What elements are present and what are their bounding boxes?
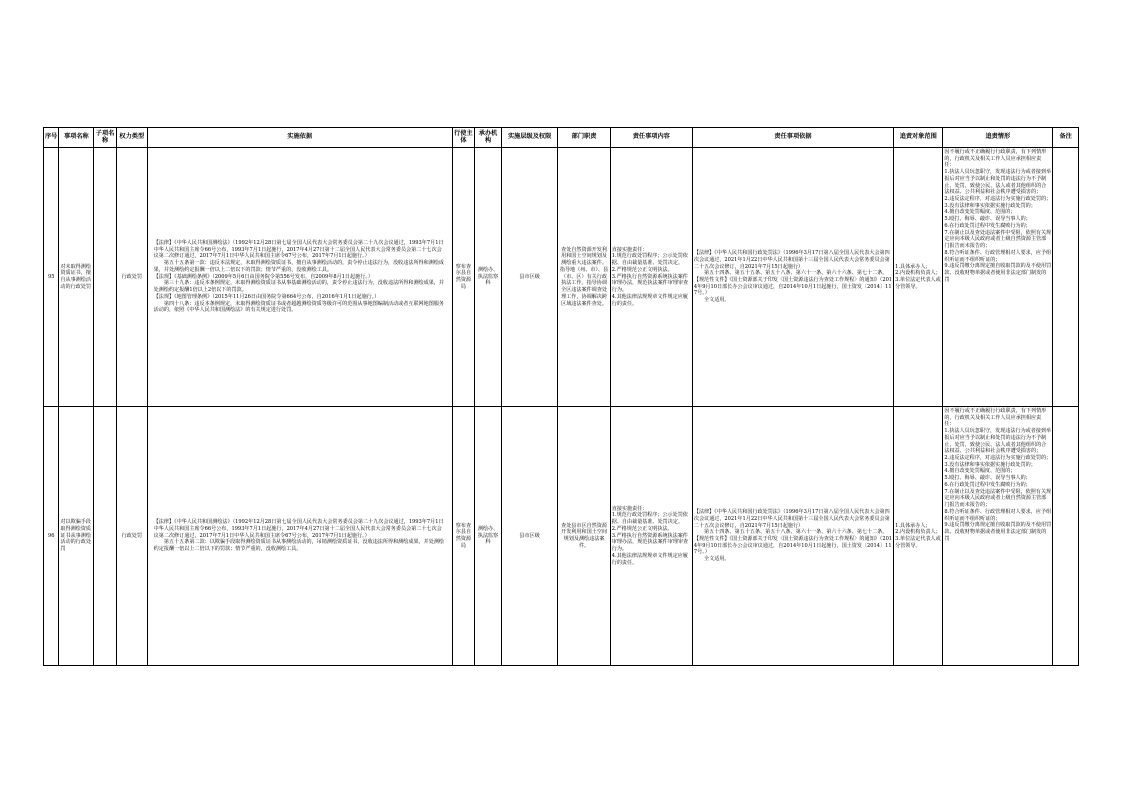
header-level: 实施层级及权限 [501,128,557,148]
cell-no: 95 [44,148,59,407]
cell-content: 直接实施责任： 1.规范行政处罚程序；公示处罚依据、自由裁量基准、处罚决定。 2.严格规范公正文明执法。 3.严格执行自然资源系统执法案件审理办法，规范执法案件审理审查行为。 4.其他法律法规规章文件规定应履行的责任。 [610,407,692,666]
cell-scope: 1.具体承办人； 2.内设机构负责人； 3.单位法定代表人或分管领导。 [894,148,943,407]
header-basis: 实施依据 [147,128,452,148]
cell-level: 县市区级 [501,148,557,407]
cell-remark [1053,407,1079,666]
cell-sub [94,148,117,407]
cell-resp-basis: 【法律】《中华人民共和国行政处罚法》（1996年3月17日第八届全国人民代表大会第四次会议通过，2021年1月22日中华人民共和国第十三届全国人民代表大会常务委员会第二十五次会议修订，自2021年7月15日起施行） 第五十四条、第五十五条、第五十八条、第六十一条、第六十六条、第七十二条。 【规范性文件】《国土资源部关于印发〈国土资源违法行为查处工作规程〉的通知》（2014年9月10日部长办公会议审议通过，自2014年10月1日起施行，国土资发〔2014〕117号。） 全文适用。 [692,407,893,666]
header-content: 责任事项内容 [610,128,692,148]
cell-resp-basis: 【法律】《中华人民共和国行政处罚法》（1996年3月17日第八届全国人民代表大会第四次会议通过，2021年1月22日中华人民共和国第十三届全国人民代表大会常务委员会第二十五次会议修订，自2021年7月15日起施行） 第五十四条、第五十五条、第五十八条、第六十一条、第六十六条、第七十二条。 【规范性文件】《国土资源部关于印发〈国土资源违法行为查处工作规程〉的通知》（2014年9月10日部长办公会议审议通过，自2014年10月1日起施行，国土资发〔2014〕117号。） 全文适用。 [692,148,893,407]
header-scope: 追责对象范围 [894,128,943,148]
cell-subject: 察布查尔县自然资源局 [452,148,475,407]
header-resp-basis: 责任事项依据 [692,128,893,148]
cell-no: 96 [44,407,59,666]
header-no: 序号 [44,128,59,148]
table-row [44,148,1079,407]
header-cases: 追责情形 [943,128,1053,148]
cell-scope: 1.具体承办人； 2.内设机构负责人； 3.单位法定代表人或分管领导。 [894,407,943,666]
power-list-table [43,127,1079,666]
cell-name: 对未取得测绘资质证书，擅自从事测绘活动的行政处罚 [59,148,94,407]
cell-cases: 因不履行或不正确履行行政职责，有下列情形的，行政机关及相关工作人员应承担相应责任： 1.执法人员玩忽职守，发现违法行为或者接到举报后对应当予以制止和处罚的违法行为不予制止、处罚，致使公民、法人或者其他组织的合法权益、公共利益和社会秩序遭受损害的； 2.违反法定程序，对违法行为实施行政处罚的； 3.没有法律和事实依据实施行政处罚的； 4.擅自改变处罚幅度、范围的； 5.殴打、侮辱、敲诈、误导当事人的； 6.在行政处罚过程中发生腐败行为的； 7.在制止以及查处违法案件中受阻，依照有关规定应向本级人民政府或者上级自然资源主管部门报告而未报告的； 8.符合听证条件、行政管理相对人要求，应予组织听证而不组织听证的； 9.违反罚缴分离规定擅自收取罚款的及不使用罚款、没收财物单据或者使用非法定部门制发的罚 [943,407,1053,666]
cell-type: 行政处罚 [116,148,147,407]
header-subject: 行使主体 [452,128,475,148]
header-type: 权力类型 [116,128,147,148]
cell-cases: 因不履行或不正确履行行政职责，有下列情形的，行政机关及相关工作人员应承担相应责任： 1.执法人员玩忽职守，发现违法行为或者接到举报后对应当予以制止和处罚的违法行为不予制止、处罚，致使公民、法人或者其他组织的合法权益、公共利益和社会秩序遭受损害的； 2.违反法定程序，对违法行为实施行政处罚的； 3.没有法律和事实依据实施行政处罚的； 4.擅自改变处罚幅度、范围的； 5.殴打、侮辱、敲诈、误导当事人的； 6.在行政处罚过程中发生腐败行为的； 7.在制止以及查处违法案件中受阻，依照有关规定应向本级人民政府或者上级自然资源主管部门报告而未报告的； 8.符合听证条件、行政管理相对人要求，应予组织听证而不组织听证的； 9.违反罚缴分离规定擅自收取罚款的及不使用罚款、没收财物单据或者使用非法定部门制发的罚 [943,148,1053,407]
cell-dept: 查处县市区自然资源开发利用和国土空间规划及测绘违法案件。 [558,407,610,666]
table-row [44,407,1079,666]
header-dept: 部门职责 [558,128,610,148]
cell-level: 县市区级 [501,407,557,666]
cell-dept: 查处自然资源开发利用和国土空间规划及测绘重大违法案件。指导地（州、市）、县（市、区）有关行政执法工作。指导协调全区违法案件调查处理工作，协调解决跨区域违法案件查处。 [558,148,610,407]
cell-basis: 【法律】《中华人民共和国测绘法》（1992年12月28日第七届全国人民代表大会常务委员会第二十九次会议通过，1993年7月1日中华人民共和国主席令66号公布，1993年7月1日起施行，2017年4月27日第十二届全国人民代表大会常务委员会第二十七次会议第二次修订通过，2017年7月1日中华人民共和国主席令67号公布，2017年7月1日起施行。） 第五十五条第一款：违反本法规定，未取得测绘资质证书，擅自从事测绘活动的，责令停止违法行为，没收违法所得和测绘成果，并处测绘约定报酬一倍以上二倍以下的罚款；情节严重的，没收测绘工具。 【法规】《基础测绘条例》（2009年5月6日由国务院令第556号发布，自2009年8月1日起施行。） 第三十九条：违反本条例规定，未取得测绘资质证书从事基础测绘活动的，责令停止违法行为，没收违法所得和测绘成果，并处测绘约定报酬1倍以上2倍以下的罚款。 【法规】《地图管理条例》（2015年11月26日由国务院令第664号公布，自2016年1月1日起施行。） 第四十八条：违反本条例规定，未取得测绘资质证书或者超越测绘资质等级许可的范围从事地图编制活动或者互联网地图服务活动的，依照《中华人民共和国测绘法》的有关规定进行处罚。 [147,148,452,407]
cell-org: 测绘办、执法监察科 [475,148,502,407]
header-org: 承办机构 [475,128,502,148]
header-name: 事项名称 [59,128,94,148]
cell-sub [94,407,117,666]
cell-basis: 【法律】《中华人民共和国测绘法》（1992年12月28日第七届全国人民代表大会常务委员会第二十九次会议通过，1993年7月1日中华人民共和国主席令66号公布，1993年7月1日起施行，2017年4月27日第十二届全国人民代表大会常务委员会第二十七次会议第二次修订通过，2017年7月1日中华人民共和国主席令67号公布，2017年7月1日起施行。） 第五十五条第二款：以欺骗手段取得测绘资质证书从事测绘活动的，吊销测绘资质证书，没收违法所得和测绘成果，并处测绘约定报酬一倍以上二倍以下的罚款；情节严重的，没收测绘工具。 [147,407,452,666]
header-row [44,128,1079,148]
cell-subject: 察布查尔县自然资源局 [452,407,475,666]
header-sub: 子项名称 [94,128,117,148]
cell-content: 直接实施责任： 1.规范行政处罚程序；公示处罚依据、自由裁量基准、处罚决定。 2.严格规范公正文明执法。 3.严格执行自然资源系统执法案件审理办法，规范执法案件审理审查行为。 4.其他法律法规规章文件规定应履行的责任。 [610,148,692,407]
cell-type: 行政处罚 [116,407,147,666]
cell-remark [1053,148,1079,407]
cell-name: 对以欺骗手段取得测绘资质证书从事测绘活动的行政处罚 [59,407,94,666]
header-remark: 备注 [1053,128,1079,148]
cell-org: 测绘办、执法监察科 [475,407,502,666]
